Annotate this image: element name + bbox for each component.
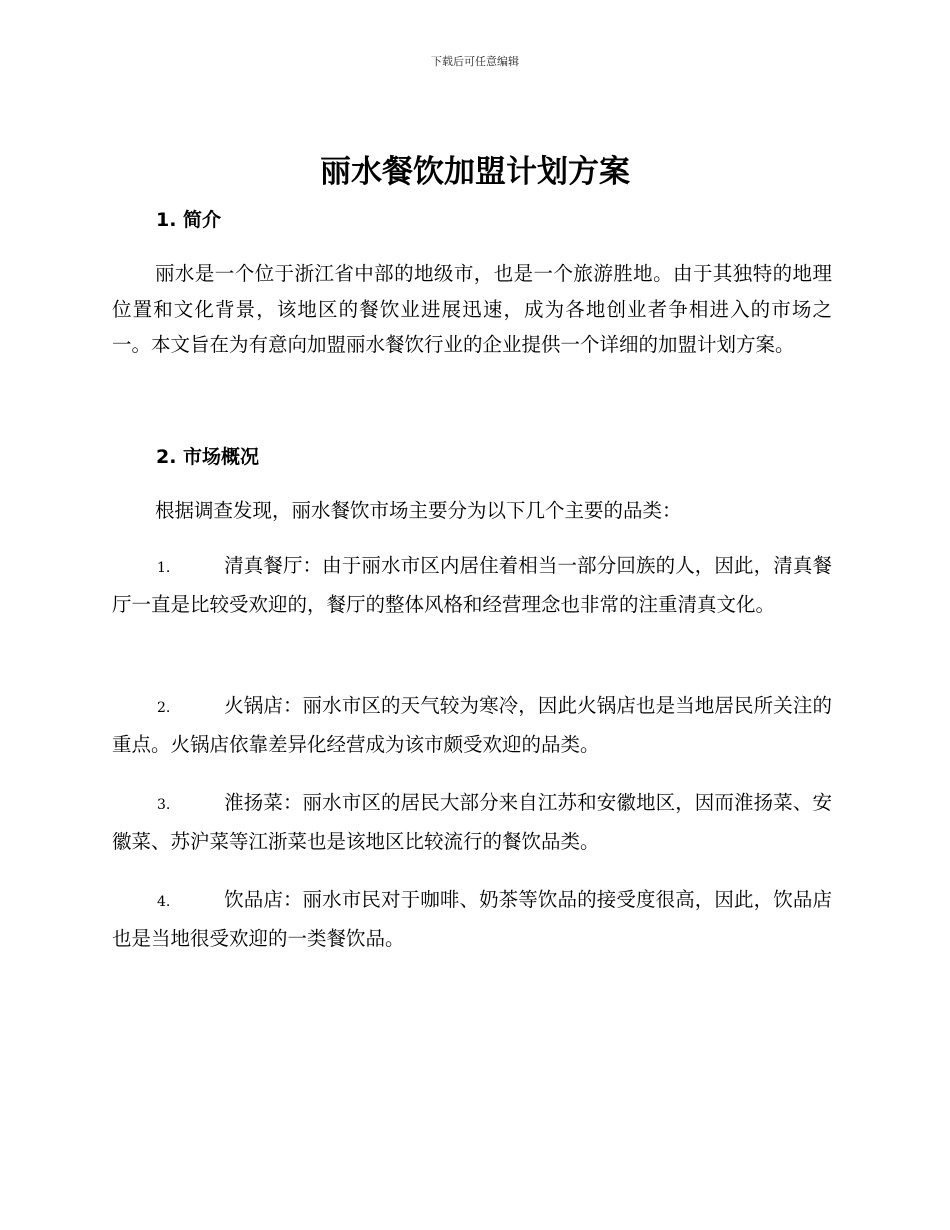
- section-heading-intro: 1. 简介: [156, 209, 222, 231]
- market-intro-paragraph: 根据调查发现，丽水餐饮市场主要分为以下几个主要的品类：: [155, 499, 682, 522]
- list-item-text: 火锅店：丽水市区的天气较为寒冷，因此火锅店也是当地居民所关注的重点。火锅店依靠差异化经营成为该市颇受欢迎的品类。: [112, 694, 832, 756]
- list-item-text: 清真餐厅：由于丽水市区内居住着相当一部分回族的人，因此，清真餐厅一直是比较受欢迎的，餐厅的整体风格和经营理念也非常的注重清真文化。: [112, 554, 832, 616]
- list-item-text: 饮品店：丽水市民对于咖啡、奶茶等饮品的接受度很高，因此，饮品店也是当地很受欢迎的一类餐饮品。: [112, 888, 832, 950]
- list-item: [112, 882, 832, 956]
- section-heading-market: 2. 市场概况: [156, 446, 260, 468]
- list-item-number: 1.: [157, 560, 171, 576]
- list-item: [112, 688, 832, 762]
- list-item-number: 2.: [157, 700, 171, 716]
- list-item-number: 3.: [157, 797, 171, 813]
- page-header-note: 下载后可任意编辑: [431, 55, 519, 68]
- list-item: [112, 548, 832, 622]
- list-item: [112, 785, 832, 859]
- intro-paragraph: 丽水是一个位于浙江省中部的地级市，也是一个旅游胜地。由于其独特的地理位置和文化背景，该地区的餐饮业进展迅速，成为各地创业者争相进入的市场之一。本文旨在为有意向加盟丽水餐饮行业的企业提供一个详细的加盟计划方案。: [112, 262, 832, 356]
- list-item-number: 4.: [157, 894, 171, 910]
- document-title: 丽水餐饮加盟计划方案: [320, 154, 630, 190]
- list-item-text: 淮扬菜：丽水市区的居民大部分来自江苏和安徽地区，因而淮扬菜、安徽菜、苏沪菜等江浙菜也是该地区比较流行的餐饮品类。: [112, 791, 832, 853]
